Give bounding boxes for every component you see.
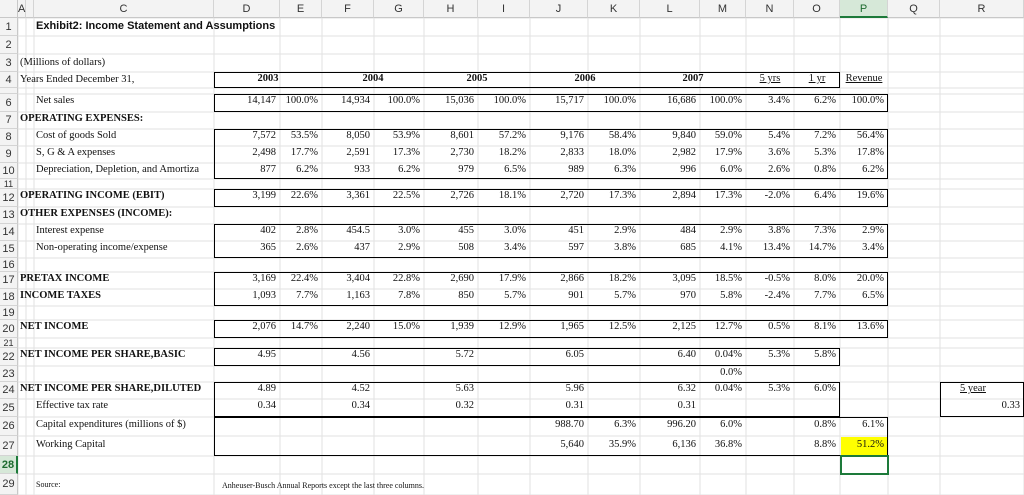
cell-cogs-rev[interactable]: 56.4%	[856, 130, 884, 141]
side-label-five-year: 5 year	[960, 383, 986, 394]
row-label-eps-diluted: NET INCOME PER SHARE,DILUTED	[20, 383, 202, 394]
row-header-6[interactable]: 6	[0, 94, 18, 112]
cell-taxes-p2003[interactable]: 7.7%	[296, 290, 318, 301]
column-header-o[interactable]: O	[794, 0, 840, 18]
cell-eps-diluted-p2007[interactable]: 0.04%	[714, 383, 742, 394]
cell-sga-five[interactable]: 3.6%	[768, 147, 790, 158]
cell-pretax-one[interactable]: 8.0%	[814, 273, 836, 284]
cell-ebit-v2005[interactable]: 2,726	[450, 190, 474, 201]
cell-pretax-v2006[interactable]: 2,866	[560, 273, 584, 284]
column-header-e[interactable]: E	[280, 0, 322, 18]
cell-nonop-p2003[interactable]: 2.6%	[296, 242, 318, 253]
cell-dda-five[interactable]: 2.6%	[768, 164, 790, 175]
cell-net-sales-p2007[interactable]: 100.0%	[709, 95, 742, 106]
cell-ebit-rev[interactable]: 19.6%	[856, 190, 884, 201]
cell-net-sales-five[interactable]: 3.4%	[768, 95, 790, 106]
cell-interest-p2007[interactable]: 2.9%	[720, 225, 742, 236]
cell-ebit-v2004[interactable]: 3,361	[346, 190, 370, 201]
row-header-27[interactable]: 27	[0, 436, 18, 456]
cell-taxes-v2006[interactable]: 901	[568, 290, 584, 301]
column-header-d[interactable]: D	[214, 0, 280, 18]
row-header-11[interactable]: 11	[0, 179, 18, 189]
row-header-14[interactable]: 14	[0, 224, 18, 241]
cell-sga-v2007[interactable]: 2,982	[672, 147, 696, 158]
sheet-title: Exhibit2: Income Statement and Assumptions	[36, 20, 276, 32]
row-label-tax-rate: Effective tax rate	[36, 400, 109, 411]
row-header-13[interactable]: 13	[0, 207, 18, 224]
cell-eps-diluted-v2007[interactable]: 6.32	[677, 383, 696, 394]
cell-pretax-p2006[interactable]: 18.2%	[608, 273, 636, 284]
cell-working-capital-v2006[interactable]: 5,640	[560, 439, 584, 450]
column-header-p[interactable]: P	[840, 0, 888, 18]
row-header-7[interactable]: 7	[0, 112, 18, 129]
cell-taxes-v2003[interactable]: 1,093	[252, 290, 276, 301]
side-value-five-year-tax[interactable]: 0.33	[1001, 400, 1020, 411]
cell-net-income-one[interactable]: 8.1%	[814, 321, 836, 332]
active-cell-selection[interactable]	[840, 455, 889, 475]
cell-taxes-v2004[interactable]: 1,163	[346, 290, 370, 301]
header-2007: 2007	[682, 73, 704, 84]
row-header-18[interactable]: 18	[0, 289, 18, 306]
cell-cogs-p2007[interactable]: 59.0%	[714, 130, 742, 141]
row-header-23[interactable]: 23	[0, 366, 18, 382]
cell-nonop-v2003[interactable]: 365	[260, 242, 276, 253]
row-header-29[interactable]: 29	[0, 474, 18, 495]
cell-taxes-rev[interactable]: 6.5%	[862, 290, 884, 301]
row-header-24[interactable]: 24	[0, 382, 18, 399]
cell-dda-v2007[interactable]: 996	[680, 164, 696, 175]
cell-working-capital-rev[interactable]: 51.2%	[856, 439, 884, 450]
cell-interest-p2005[interactable]: 3.0%	[504, 225, 526, 236]
cell-row23-p2007[interactable]: 0.0%	[720, 367, 742, 378]
header-2004: 2004	[362, 73, 384, 84]
cell-interest-p2006[interactable]: 2.9%	[614, 225, 636, 236]
cell-eps-diluted-v2004[interactable]: 4.52	[351, 383, 370, 394]
cell-taxes-one[interactable]: 7.7%	[814, 290, 836, 301]
cell-net-income-p2006[interactable]: 12.5%	[608, 321, 636, 332]
cell-tax-rate-v2006[interactable]: 0.31	[565, 400, 584, 411]
header-2005: 2005	[466, 73, 488, 84]
cell-nonop-p2005[interactable]: 3.4%	[504, 242, 526, 253]
cell-net-income-v2004[interactable]: 2,240	[346, 321, 370, 332]
cell-ebit-v2003[interactable]: 3,199	[252, 190, 276, 201]
row-header-10[interactable]: 10	[0, 163, 18, 179]
row-label-eps-basic: NET INCOME PER SHARE,BASIC	[20, 349, 186, 360]
cell-net-sales-p2003[interactable]: 100.0%	[285, 95, 318, 106]
row-label-ebit: OPERATING INCOME (EBIT)	[20, 190, 165, 201]
cell-capex-v2007[interactable]: 996.20	[667, 419, 696, 430]
cell-net-income-p2003[interactable]: 14.7%	[290, 321, 318, 332]
column-header-a[interactable]: A	[18, 0, 26, 18]
column-header-q[interactable]: Q	[888, 0, 940, 18]
cell-net-income-five[interactable]: 0.5%	[768, 321, 790, 332]
cell-cogs-v2007[interactable]: 9,840	[672, 130, 696, 141]
row-label-working-capital: Working Capital	[36, 439, 106, 450]
cell-pretax-v2004[interactable]: 3,404	[346, 273, 370, 284]
cell-tax-rate-v2007[interactable]: 0.31	[677, 400, 696, 411]
cell-sga-v2005[interactable]: 2,730	[450, 147, 474, 158]
row-header-2[interactable]: 2	[0, 36, 18, 54]
cell-cogs-v2004[interactable]: 8,050	[346, 130, 370, 141]
cell-dda-v2004[interactable]: 933	[354, 164, 370, 175]
cell-net-sales-p2004[interactable]: 100.0%	[387, 95, 420, 106]
cell-nonop-v2007[interactable]: 685	[680, 242, 696, 253]
row-header-8[interactable]: 8	[0, 129, 18, 146]
cell-interest-v2007[interactable]: 484	[680, 225, 696, 236]
row-header-20[interactable]: 20	[0, 320, 18, 338]
cell-ebit-p2007[interactable]: 17.3%	[714, 190, 742, 201]
row-label-interest: Interest expense	[36, 225, 104, 236]
cell-net-sales-v2003[interactable]: 14,147	[247, 95, 276, 106]
cell-net-income-v2003[interactable]: 2,076	[252, 321, 276, 332]
row-header-21[interactable]: 21	[0, 338, 18, 348]
cell-sga-one[interactable]: 5.3%	[814, 147, 836, 158]
header-5yrs: 5 yrs	[759, 73, 781, 84]
cell-net-sales-v2006[interactable]: 15,717	[555, 95, 584, 106]
column-header-b[interactable]	[26, 0, 34, 18]
row-header-26[interactable]: 26	[0, 417, 18, 436]
column-header-g[interactable]: G	[374, 0, 424, 18]
cell-nonop-rev[interactable]: 3.4%	[862, 242, 884, 253]
cell-pretax-v2003[interactable]: 3,169	[252, 273, 276, 284]
cell-dda-v2006[interactable]: 989	[568, 164, 584, 175]
cell-net-income-rev[interactable]: 13.6%	[856, 321, 884, 332]
cell-pretax-p2004[interactable]: 22.8%	[392, 273, 420, 284]
cell-net-income-p2004[interactable]: 15.0%	[392, 321, 420, 332]
cell-capex-p2007[interactable]: 6.0%	[720, 419, 742, 430]
cell-interest-v2005[interactable]: 455	[458, 225, 474, 236]
cell-ebit-p2003[interactable]: 22.6%	[290, 190, 318, 201]
row-header-3[interactable]: 3	[0, 54, 18, 72]
cell-nonop-one[interactable]: 14.7%	[808, 242, 836, 253]
cell-eps-basic-v2007[interactable]: 6.40	[677, 349, 696, 360]
cell-sga-v2003[interactable]: 2,498	[252, 147, 276, 158]
row-label-net-sales: Net sales	[36, 95, 75, 106]
cell-interest-p2004[interactable]: 3.0%	[398, 225, 420, 236]
cell-net-income-v2006[interactable]: 1,965	[560, 321, 584, 332]
cell-nonop-p2006[interactable]: 3.8%	[614, 242, 636, 253]
cell-capex-p2006[interactable]: 6.3%	[614, 419, 636, 430]
cell-dda-p2007[interactable]: 6.0%	[720, 164, 742, 175]
cell-ebit-v2006[interactable]: 2,720	[560, 190, 584, 201]
cell-capex-one[interactable]: 0.8%	[814, 419, 836, 430]
cell-interest-rev[interactable]: 2.9%	[862, 225, 884, 236]
cell-net-sales-rev[interactable]: 100.0%	[851, 95, 884, 106]
cell-sga-p2006[interactable]: 18.0%	[608, 147, 636, 158]
row-label-capex: Capital expenditures (millions of $)	[36, 419, 186, 430]
cell-ebit-v2007[interactable]: 2,894	[672, 190, 696, 201]
row-header-17[interactable]: 17	[0, 272, 18, 289]
cell-taxes-p2004[interactable]: 7.8%	[398, 290, 420, 301]
cell-interest-v2004[interactable]: 454.5	[346, 225, 370, 236]
row-header-16[interactable]: 16	[0, 258, 18, 272]
cell-pretax-p2005[interactable]: 17.9%	[498, 273, 526, 284]
cell-cogs-p2006[interactable]: 58.4%	[608, 130, 636, 141]
cell-eps-basic-v2003[interactable]: 4.95	[257, 349, 276, 360]
cell-net-sales-one[interactable]: 6.2%	[814, 95, 836, 106]
cell-taxes-p2006[interactable]: 5.7%	[614, 290, 636, 301]
cell-interest-v2003[interactable]: 402	[260, 225, 276, 236]
column-header-j[interactable]: J	[530, 0, 588, 18]
cell-dda-p2004[interactable]: 6.2%	[398, 164, 420, 175]
cell-eps-basic-one[interactable]: 5.8%	[814, 349, 836, 360]
header-2006: 2006	[574, 73, 596, 84]
cell-dda-one[interactable]: 0.8%	[814, 164, 836, 175]
cell-ebit-p2006[interactable]: 17.3%	[608, 190, 636, 201]
cell-ebit-p2005[interactable]: 18.1%	[498, 190, 526, 201]
cell-tax-rate-v2004[interactable]: 0.34	[351, 400, 370, 411]
cell-cogs-p2004[interactable]: 53.9%	[392, 130, 420, 141]
cell-cogs-p2003[interactable]: 53.5%	[290, 130, 318, 141]
cell-eps-basic-p2007[interactable]: 0.04%	[714, 349, 742, 360]
cell-net-income-p2007[interactable]: 12.7%	[714, 321, 742, 332]
row-label-nonop: Non-operating income/expense	[36, 242, 168, 253]
source-label: Source:	[36, 480, 61, 489]
cell-net-sales-v2007[interactable]: 16,686	[667, 95, 696, 106]
cell-sga-p2007[interactable]: 17.9%	[714, 147, 742, 158]
row-header-19[interactable]: 19	[0, 306, 18, 320]
row-header-25[interactable]: 25	[0, 399, 18, 417]
row-header-22[interactable]: 22	[0, 348, 18, 366]
row-header-9[interactable]: 9	[0, 146, 18, 163]
cell-eps-diluted-five[interactable]: 5.3%	[768, 383, 790, 394]
cell-working-capital-p2006[interactable]: 35.9%	[608, 439, 636, 450]
cell-dda-p2005[interactable]: 6.5%	[504, 164, 526, 175]
cell-net-income-v2005[interactable]: 1,939	[450, 321, 474, 332]
column-header-k[interactable]: K	[588, 0, 640, 18]
cell-dda-p2006[interactable]: 6.3%	[614, 164, 636, 175]
cell-ebit-five[interactable]: -2.0%	[764, 190, 790, 201]
row-header-1[interactable]: 1	[0, 18, 18, 36]
cell-cogs-one[interactable]: 7.2%	[814, 130, 836, 141]
column-header-f[interactable]: F	[322, 0, 374, 18]
cell-eps-basic-v2004[interactable]: 4.56	[351, 349, 370, 360]
row-label-net-income: NET INCOME	[20, 321, 89, 332]
cell-interest-five[interactable]: 3.8%	[768, 225, 790, 236]
cell-working-capital-one[interactable]: 8.8%	[814, 439, 836, 450]
cell-tax-rate-v2005[interactable]: 0.32	[455, 400, 474, 411]
row-label-taxes: INCOME TAXES	[20, 290, 102, 301]
cell-interest-one[interactable]: 7.3%	[814, 225, 836, 236]
cell-sga-p2005[interactable]: 18.2%	[498, 147, 526, 158]
cell-pretax-rev[interactable]: 20.0%	[856, 273, 884, 284]
cell-nonop-five[interactable]: 13.4%	[762, 242, 790, 253]
row-header-28[interactable]: 28	[0, 456, 18, 474]
row-label-dda: Depreciation, Depletion, and Amortiza	[36, 164, 199, 175]
cell-taxes-p2005[interactable]: 5.7%	[504, 290, 526, 301]
cell-sga-p2004[interactable]: 17.3%	[392, 147, 420, 158]
units-label: (Millions of dollars)	[20, 57, 106, 68]
cell-taxes-p2007[interactable]: 5.8%	[720, 290, 742, 301]
cell-dda-v2005[interactable]: 979	[458, 164, 474, 175]
cell-net-income-p2005[interactable]: 12.9%	[498, 321, 526, 332]
cell-ebit-one[interactable]: 6.4%	[814, 190, 836, 201]
row-header-12[interactable]: 12	[0, 189, 18, 207]
cell-nonop-v2005[interactable]: 508	[458, 242, 474, 253]
column-header-l[interactable]: L	[640, 0, 700, 18]
cell-pretax-p2007[interactable]: 18.5%	[714, 273, 742, 284]
cell-nonop-v2006[interactable]: 597	[568, 242, 584, 253]
cell-interest-p2003[interactable]: 2.8%	[296, 225, 318, 236]
cell-sga-v2006[interactable]: 2,833	[560, 147, 584, 158]
header-2003: 2003	[257, 73, 279, 84]
cell-net-sales-p2006[interactable]: 100.0%	[603, 95, 636, 106]
cell-taxes-five[interactable]: -2.4%	[764, 290, 790, 301]
column-header-h[interactable]: H	[424, 0, 478, 18]
cell-eps-basic-v2005[interactable]: 5.72	[455, 349, 474, 360]
cell-working-capital-p2007[interactable]: 36.8%	[714, 439, 742, 450]
row-label-opex-header: OPERATING EXPENSES:	[20, 113, 144, 124]
cell-dda-rev[interactable]: 6.2%	[862, 164, 884, 175]
cell-taxes-v2005[interactable]: 850	[458, 290, 474, 301]
row-label-cogs: Cost of goods Sold	[36, 130, 117, 141]
cell-sga-v2004[interactable]: 2,591	[346, 147, 370, 158]
cell-cogs-five[interactable]: 5.4%	[768, 130, 790, 141]
cell-capex-rev[interactable]: 6.1%	[862, 419, 884, 430]
cell-nonop-p2007[interactable]: 4.1%	[720, 242, 742, 253]
row-label-other-header: OTHER EXPENSES (INCOME):	[20, 208, 173, 219]
cell-dda-v2003[interactable]: 877	[260, 164, 276, 175]
row-label-pretax: PRETAX INCOME	[20, 273, 110, 284]
cell-sga-rev[interactable]: 17.8%	[856, 147, 884, 158]
select-all-corner[interactable]	[0, 0, 18, 18]
column-header-i[interactable]: I	[478, 0, 530, 18]
cell-eps-diluted-v2006[interactable]: 5.96	[565, 383, 584, 394]
cell-eps-basic-v2006[interactable]: 6.05	[565, 349, 584, 360]
cell-net-sales-v2005[interactable]: 15,036	[445, 95, 474, 106]
column-header-m[interactable]: M	[700, 0, 746, 18]
cell-cogs-p2005[interactable]: 57.2%	[498, 130, 526, 141]
cell-net-sales-v2004[interactable]: 14,934	[341, 95, 370, 106]
cell-eps-diluted-v2003[interactable]: 4.89	[257, 383, 276, 394]
cell-eps-basic-five[interactable]: 5.3%	[768, 349, 790, 360]
cell-cogs-v2005[interactable]: 8,601	[450, 130, 474, 141]
column-header-r[interactable]: R	[940, 0, 1024, 18]
cell-ebit-p2004[interactable]: 22.5%	[392, 190, 420, 201]
cell-cogs-v2003[interactable]: 7,572	[252, 130, 276, 141]
cell-pretax-v2005[interactable]: 2,690	[450, 273, 474, 284]
cell-eps-diluted-one[interactable]: 6.0%	[814, 383, 836, 394]
cell-taxes-v2007[interactable]: 970	[680, 290, 696, 301]
cell-nonop-p2004[interactable]: 2.9%	[398, 242, 420, 253]
row-label-sga: S, G & A expenses	[36, 147, 116, 158]
cell-cogs-v2006[interactable]: 9,176	[560, 130, 584, 141]
cell-net-sales-p2005[interactable]: 100.0%	[493, 95, 526, 106]
cell-working-capital-v2007[interactable]: 6,136	[672, 439, 696, 450]
cell-eps-diluted-v2005[interactable]: 5.63	[455, 383, 474, 394]
header-1yr: 1 yr	[808, 73, 826, 84]
cell-pretax-five[interactable]: -0.5%	[764, 273, 790, 284]
cell-pretax-v2007[interactable]: 3,095	[672, 273, 696, 284]
row-header-4[interactable]: 4	[0, 72, 18, 88]
cell-dda-p2003[interactable]: 6.2%	[296, 164, 318, 175]
header-revenue: Revenue	[845, 73, 883, 84]
years-label: Years Ended December 31,	[20, 74, 135, 85]
source-note: Anheuser-Busch Annual Reports except the last three columns.	[222, 481, 425, 490]
column-header-c[interactable]: C	[34, 0, 214, 18]
cell-interest-v2006[interactable]: 451	[568, 225, 584, 236]
cell-sga-p2003[interactable]: 17.7%	[290, 147, 318, 158]
row-header-15[interactable]: 15	[0, 241, 18, 258]
cell-net-income-v2007[interactable]: 2,125	[672, 321, 696, 332]
cell-tax-rate-v2003[interactable]: 0.34	[257, 400, 276, 411]
cell-capex-v2006[interactable]: 988.70	[555, 419, 584, 430]
column-header-n[interactable]: N	[746, 0, 794, 18]
cell-pretax-p2003[interactable]: 22.4%	[290, 273, 318, 284]
cell-nonop-v2004[interactable]: 437	[354, 242, 370, 253]
